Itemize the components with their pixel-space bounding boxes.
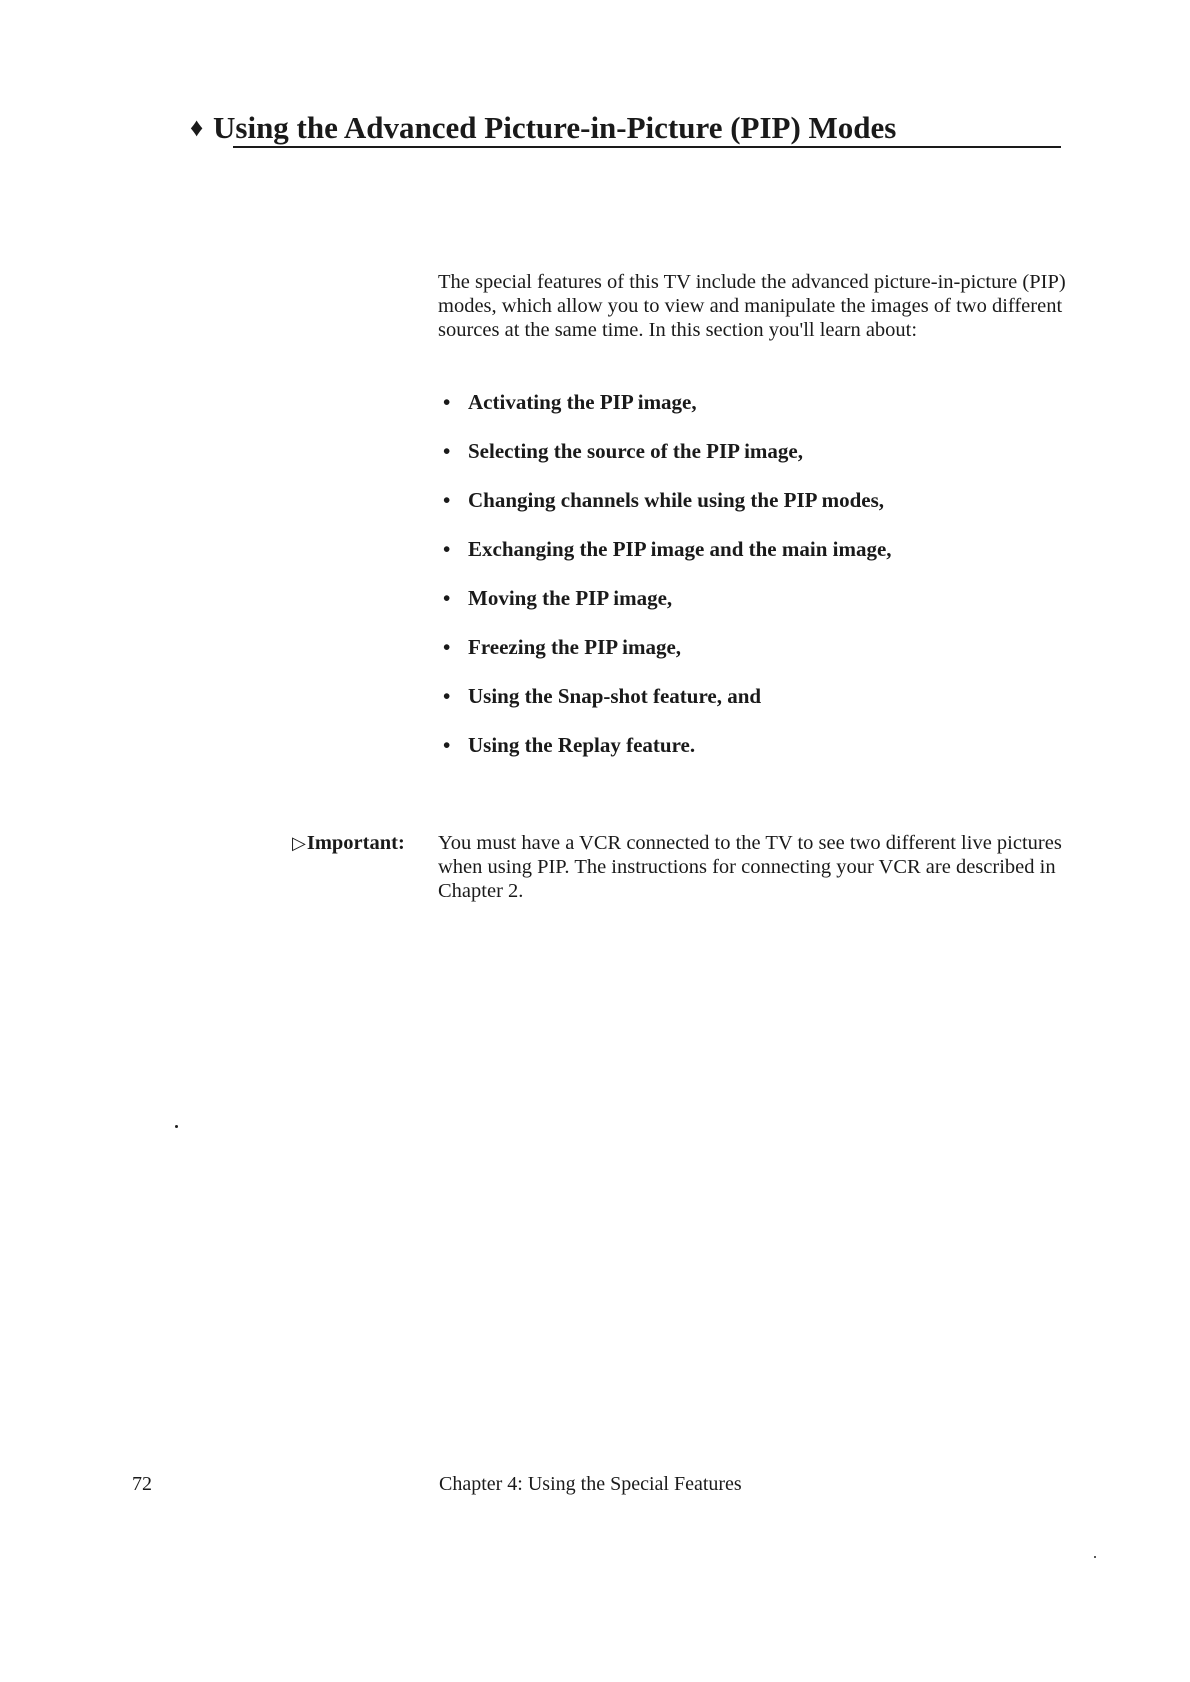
list-item [443, 438, 892, 487]
list-item-text: Selecting the source of the PIP image, [468, 439, 803, 463]
important-note: You must have a VCR connected to the TV to see two different live pictures when using PIP. The instructions for connecting your VCR are described in Chapter 2. [438, 832, 1062, 903]
intro-paragraph: The special features of this TV include the advanced picture-in-picture (PIP) modes, which allow you to view and manipulate the images of two different sources at the same time. In this section you'll learn about: [438, 271, 1066, 342]
list-item [443, 536, 892, 585]
list-item-text: Moving the PIP image, [468, 586, 673, 610]
page-number: 72 [132, 1473, 152, 1495]
bullet-icon: • [443, 439, 451, 463]
list-item [443, 585, 892, 634]
list-item [443, 487, 892, 536]
list-item-text: Using the Replay feature. [468, 733, 696, 757]
bullet-icon: • [443, 684, 451, 708]
list-item [443, 683, 892, 732]
section-title: Using the Advanced Picture-in-Picture (PIP) Modes [213, 110, 897, 145]
list-item [443, 634, 892, 683]
heading-underline [233, 146, 1061, 148]
scan-speck [1094, 1556, 1096, 1558]
bullet-icon: • [443, 390, 451, 414]
list-item-text: Activating the PIP image, [468, 390, 697, 414]
chapter-footer: Chapter 4: Using the Special Features [439, 1473, 742, 1495]
bullet-icon: • [443, 733, 451, 757]
list-item-text: Changing channels while using the PIP modes, [468, 488, 885, 512]
diamond-bullet-icon: ♦ [190, 113, 204, 142]
triangle-pointer-icon: ▷ [292, 833, 306, 853]
topic-list [443, 389, 892, 781]
scan-speck [175, 1125, 178, 1128]
list-item-text: Exchanging the PIP image and the main image, [468, 537, 892, 561]
list-item-text: Freezing the PIP image, [468, 635, 682, 659]
section-heading [190, 108, 897, 148]
important-label-text: Important: [306, 832, 405, 854]
bullet-icon: • [443, 586, 451, 610]
important-label [292, 831, 405, 855]
list-item-text: Using the Snap-shot feature, and [468, 684, 762, 708]
bullet-icon: • [443, 488, 451, 512]
bullet-icon: • [443, 537, 451, 561]
list-item [443, 389, 892, 438]
list-item [443, 732, 892, 781]
bullet-icon: • [443, 635, 451, 659]
